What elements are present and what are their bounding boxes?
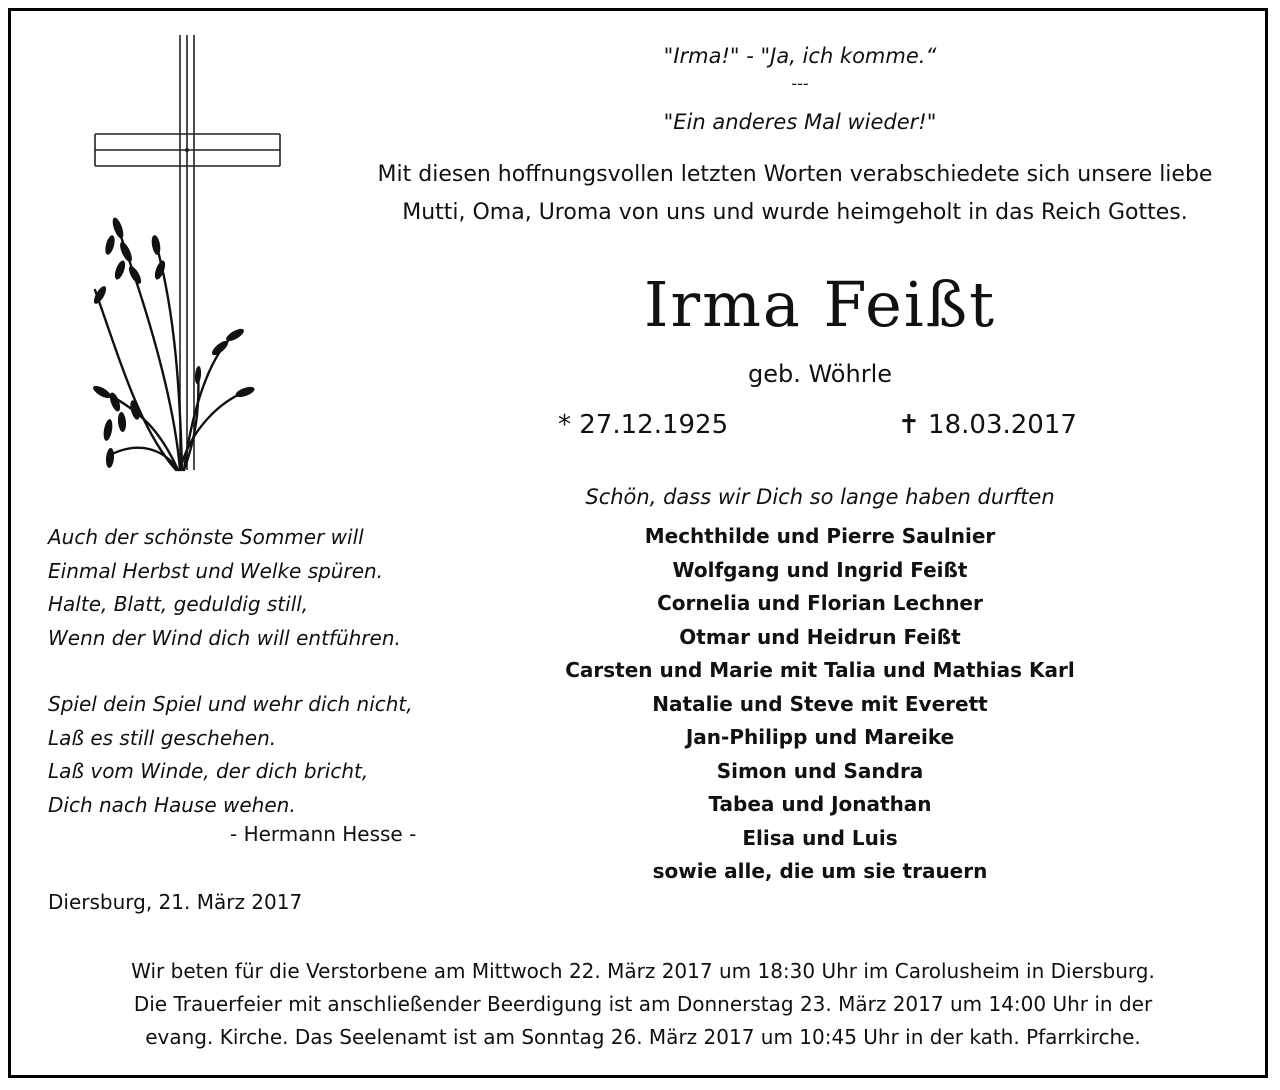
quote-separator: --- <box>791 74 809 93</box>
mourner-entry: sowie alle, die um sie trauern <box>652 859 988 883</box>
service-information <box>28 955 1258 1054</box>
poem-author: - Hermann Hesse - <box>230 822 417 846</box>
opening-quote-line-1: "Irma!" - "Ja, ich komme.“ <box>663 44 937 68</box>
poem-line: Dich nach Hause wehen. <box>48 792 296 817</box>
mourner-entry: Elisa und Luis <box>742 825 898 850</box>
mourner-entry: Simon und Sandra <box>716 758 924 783</box>
closing-line: Schön, dass wir Dich so lange haben durften <box>585 485 1055 509</box>
poem-line: Laß es still geschehen. <box>48 725 277 750</box>
mourner-entry: Tabea und Jonathan <box>708 792 932 816</box>
mourner-entry: Jan-Philipp und Mareike <box>685 725 955 749</box>
poem-line: Laß vom Winde, der dich bricht, <box>48 759 369 783</box>
mourner-entry: Carsten und Marie mit Talia und Mathias Karl <box>565 658 1075 682</box>
poem-line: Spiel dein Spiel und wehr dich nicht, <box>48 692 413 716</box>
mourner-entry: Cornelia und Florian Lechner <box>657 591 983 615</box>
service-line-1: Wir beten für die Verstorbene am Mittwoch 22. März 2017 um 18:30 Uhr im Carolusheim in Diersburg. <box>131 959 1155 983</box>
poem-stanza-1 <box>48 521 488 655</box>
mourner-entry: Natalie und Steve mit Everett <box>652 691 988 716</box>
maiden-name: geb. Wöhrle <box>747 360 892 388</box>
mourners-list <box>520 520 1120 889</box>
deceased-name: Irma Feißt <box>643 268 997 341</box>
death-date: ✝ 18.03.2017 <box>898 410 1077 440</box>
mourner-entry: Mechthilde und Pierre Saulnier <box>644 524 996 548</box>
intro-line-1: Mit diesen hoffnungsvollen letzten Worten verabschiedete sich unsere liebe <box>377 162 1213 187</box>
intro-text <box>330 156 1260 232</box>
poem-line: Einmal Herbst und Welke spüren. <box>48 558 384 583</box>
opening-quote-line-2: "Ein anderes Mal wieder!" <box>663 110 937 134</box>
poem-line: Halte, Blatt, geduldig still, <box>48 592 309 616</box>
birth-date: * 27.12.1925 <box>558 410 729 440</box>
poem-line: Wenn der Wind dich will entführen. <box>48 625 401 650</box>
mourner-entry: Wolfgang und Ingrid Feißt <box>672 557 968 582</box>
service-line-3: evang. Kirche. Das Seelenamt ist am Sonntag 26. März 2017 um 10:45 Uhr in der kath. Pfarrkirche. <box>145 1025 1141 1049</box>
service-line-2: Die Trauerfeier mit anschließender Beerdigung ist am Donnerstag 23. März 2017 um 14:00 Uhr in der <box>133 992 1153 1016</box>
poem-line: Auch der schönste Sommer will <box>48 525 364 549</box>
poem-stanza-2 <box>48 688 488 822</box>
place-and-date: Diersburg, 21. März 2017 <box>48 890 303 914</box>
intro-line-2: Mutti, Oma, Uroma von uns und wurde heimgeholt in das Reich Gottes. <box>402 200 1188 225</box>
cross-with-grass-illustration <box>80 30 300 480</box>
mourner-entry: Otmar und Heidrun Feißt <box>679 624 961 649</box>
